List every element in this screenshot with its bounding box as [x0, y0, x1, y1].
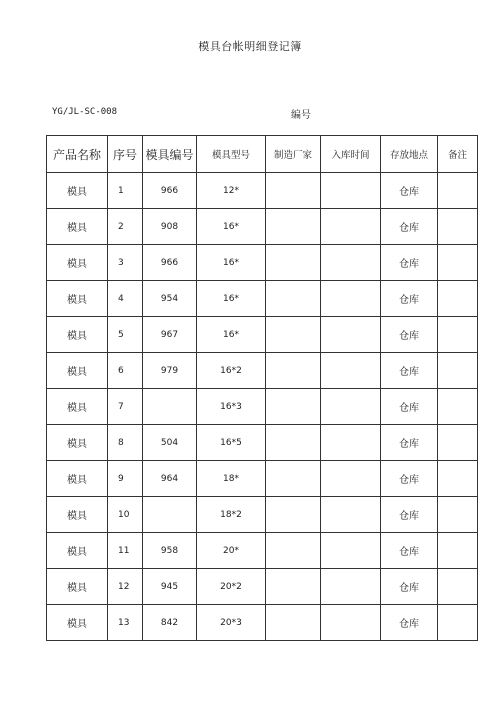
cell-product-name: 模具 — [47, 317, 108, 353]
cell-storage-date — [321, 317, 381, 353]
cell-mold-model: 16* — [197, 281, 266, 317]
cell-remark — [438, 461, 478, 497]
header-mold-model: 模具型号 — [197, 136, 266, 173]
cell-product-name: 模具 — [47, 281, 108, 317]
cell-manufacturer — [266, 533, 321, 569]
cell-manufacturer — [266, 425, 321, 461]
cell-storage-date — [321, 353, 381, 389]
cell-product-name: 模具 — [47, 389, 108, 425]
cell-storage-date — [321, 497, 381, 533]
cell-mold-model: 16* — [197, 245, 266, 281]
cell-product-name: 模具 — [47, 569, 108, 605]
cell-storage-location: 仓库 — [381, 533, 438, 569]
cell-storage-location: 仓库 — [381, 461, 438, 497]
cell-storage-date — [321, 245, 381, 281]
cell-mold-number: 964 — [143, 461, 197, 497]
table-row — [47, 461, 478, 497]
table-row — [47, 605, 478, 641]
cell-sequence: 4 — [108, 281, 143, 317]
cell-storage-location: 仓库 — [381, 281, 438, 317]
table-row — [47, 425, 478, 461]
cell-product-name: 模具 — [47, 497, 108, 533]
cell-sequence: 10 — [108, 497, 143, 533]
cell-manufacturer — [266, 281, 321, 317]
cell-remark — [438, 173, 478, 209]
cell-mold-model: 16* — [197, 317, 266, 353]
cell-mold-model: 20* — [197, 533, 266, 569]
cell-remark — [438, 317, 478, 353]
cell-remark — [438, 389, 478, 425]
table-row — [47, 173, 478, 209]
cell-remark — [438, 497, 478, 533]
cell-storage-date — [321, 173, 381, 209]
table-row — [47, 389, 478, 425]
cell-mold-model: 16*5 — [197, 425, 266, 461]
cell-sequence: 7 — [108, 389, 143, 425]
cell-sequence: 9 — [108, 461, 143, 497]
header-product-name: 产品名称 — [47, 136, 108, 173]
cell-manufacturer — [266, 605, 321, 641]
cell-storage-date — [321, 281, 381, 317]
cell-storage-location: 仓库 — [381, 569, 438, 605]
cell-storage-date — [321, 389, 381, 425]
cell-mold-number: 945 — [143, 569, 197, 605]
cell-storage-location: 仓库 — [381, 245, 438, 281]
cell-remark — [438, 281, 478, 317]
cell-manufacturer — [266, 245, 321, 281]
cell-mold-model: 20*2 — [197, 569, 266, 605]
cell-product-name: 模具 — [47, 245, 108, 281]
cell-mold-number: 842 — [143, 605, 197, 641]
table-row — [47, 533, 478, 569]
cell-mold-number — [143, 389, 197, 425]
header-storage-date: 入库时间 — [321, 136, 381, 173]
table-row — [47, 353, 478, 389]
cell-manufacturer — [266, 497, 321, 533]
cell-mold-model: 16* — [197, 209, 266, 245]
cell-manufacturer — [266, 209, 321, 245]
cell-remark — [438, 533, 478, 569]
table-row — [47, 569, 478, 605]
document-title: 模具台帐明细登记簿 — [198, 40, 302, 53]
cell-storage-location: 仓库 — [381, 353, 438, 389]
cell-mold-number: 908 — [143, 209, 197, 245]
cell-remark — [438, 425, 478, 461]
cell-sequence: 12 — [108, 569, 143, 605]
cell-storage-location: 仓库 — [381, 425, 438, 461]
cell-mold-number: 966 — [143, 245, 197, 281]
cell-storage-location: 仓库 — [381, 497, 438, 533]
cell-storage-date — [321, 533, 381, 569]
cell-sequence: 1 — [108, 173, 143, 209]
header-storage-location: 存放地点 — [381, 136, 438, 173]
cell-product-name: 模具 — [47, 461, 108, 497]
cell-manufacturer — [266, 173, 321, 209]
cell-remark — [438, 209, 478, 245]
cell-storage-date — [321, 605, 381, 641]
cell-storage-location: 仓库 — [381, 605, 438, 641]
table-body — [47, 173, 478, 641]
cell-mold-model: 18*2 — [197, 497, 266, 533]
document-number-label: 编号 — [291, 110, 311, 121]
table-row — [47, 497, 478, 533]
header-remark: 备注 — [438, 136, 478, 173]
document-code: YG/JL-SC-008 — [52, 107, 118, 117]
table-header-row — [47, 136, 478, 173]
cell-storage-location: 仓库 — [381, 209, 438, 245]
cell-product-name: 模具 — [47, 353, 108, 389]
cell-sequence: 2 — [108, 209, 143, 245]
cell-mold-number — [143, 497, 197, 533]
cell-product-name: 模具 — [47, 173, 108, 209]
cell-sequence: 3 — [108, 245, 143, 281]
cell-sequence: 8 — [108, 425, 143, 461]
cell-product-name: 模具 — [47, 605, 108, 641]
cell-product-name: 模具 — [47, 533, 108, 569]
cell-manufacturer — [266, 389, 321, 425]
cell-sequence: 6 — [108, 353, 143, 389]
cell-storage-location: 仓库 — [381, 389, 438, 425]
cell-manufacturer — [266, 317, 321, 353]
header-manufacturer: 制造厂家 — [266, 136, 321, 173]
cell-manufacturer — [266, 461, 321, 497]
cell-storage-date — [321, 461, 381, 497]
cell-storage-date — [321, 209, 381, 245]
mold-ledger-table — [46, 135, 478, 641]
cell-mold-number: 958 — [143, 533, 197, 569]
cell-sequence: 5 — [108, 317, 143, 353]
table-row — [47, 245, 478, 281]
cell-product-name: 模具 — [47, 425, 108, 461]
cell-storage-location: 仓库 — [381, 317, 438, 353]
cell-mold-model: 12* — [197, 173, 266, 209]
cell-mold-number: 966 — [143, 173, 197, 209]
cell-mold-number: 979 — [143, 353, 197, 389]
cell-storage-date — [321, 425, 381, 461]
cell-manufacturer — [266, 569, 321, 605]
table-row — [47, 209, 478, 245]
table-row — [47, 281, 478, 317]
cell-mold-model: 18* — [197, 461, 266, 497]
header-sequence: 序号 — [108, 136, 143, 173]
cell-manufacturer — [266, 353, 321, 389]
cell-mold-number: 954 — [143, 281, 197, 317]
cell-storage-location: 仓库 — [381, 173, 438, 209]
cell-storage-date — [321, 569, 381, 605]
cell-remark — [438, 569, 478, 605]
cell-product-name: 模具 — [47, 209, 108, 245]
cell-mold-model: 16*2 — [197, 353, 266, 389]
cell-mold-number: 967 — [143, 317, 197, 353]
cell-remark — [438, 353, 478, 389]
cell-remark — [438, 245, 478, 281]
cell-remark — [438, 605, 478, 641]
cell-sequence: 11 — [108, 533, 143, 569]
table-row — [47, 317, 478, 353]
cell-mold-model: 20*3 — [197, 605, 266, 641]
header-mold-number: 模具编号 — [143, 136, 197, 173]
cell-mold-model: 16*3 — [197, 389, 266, 425]
cell-mold-number: 504 — [143, 425, 197, 461]
cell-sequence: 13 — [108, 605, 143, 641]
